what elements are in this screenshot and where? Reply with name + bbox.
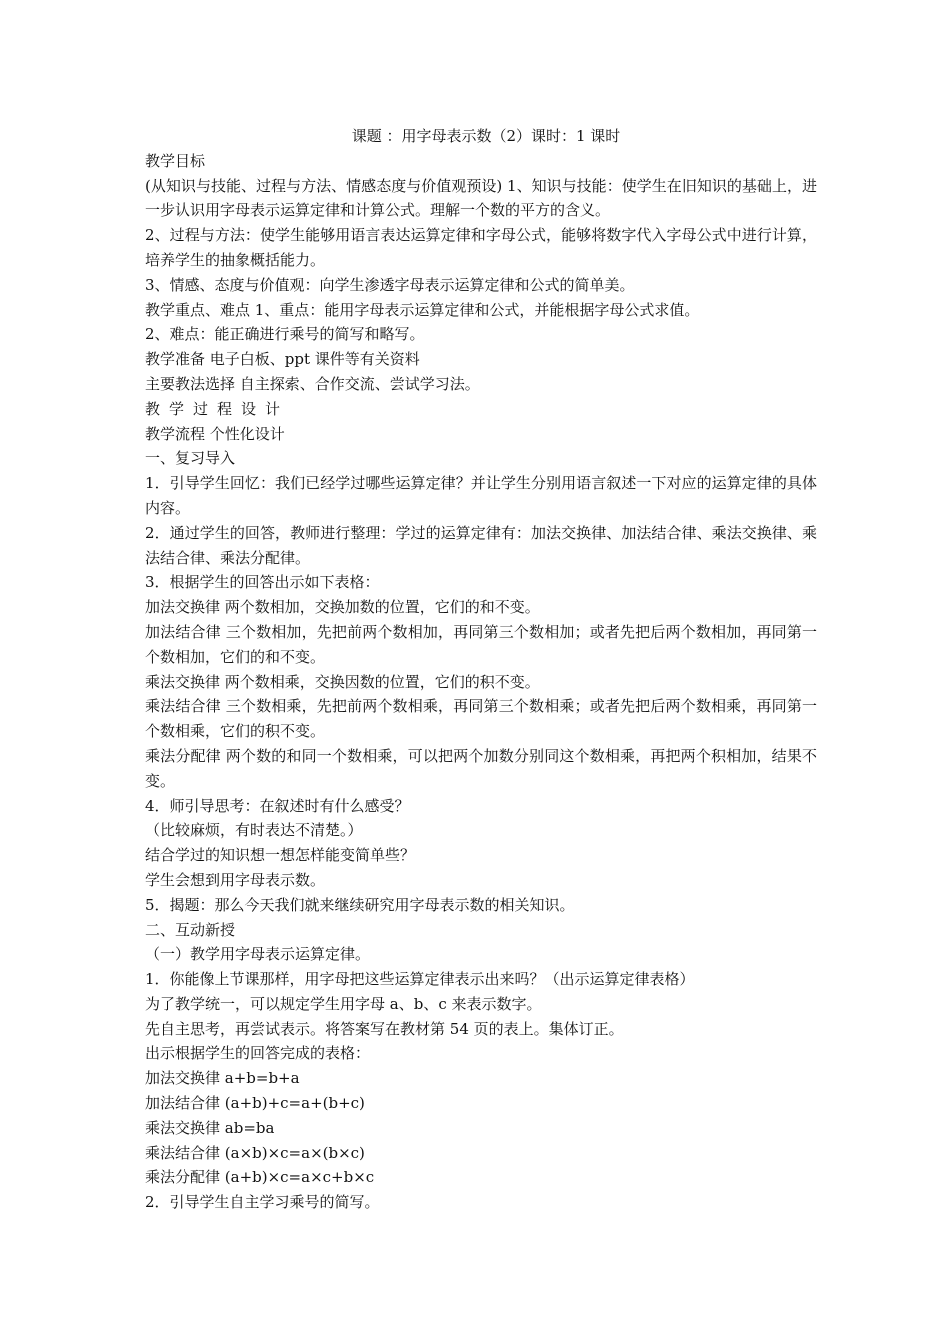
paragraph: 结合学过的知识想一想怎样能变简单些？ <box>145 846 416 865</box>
paragraph: 出示根据学生的回答完成的表格： <box>145 1044 371 1063</box>
paragraph: 1．引导学生回忆：我们已经学过哪些运算定律？并让学生分别用语言叙述一下对应的运算定律的具体内容。 <box>145 474 817 517</box>
paragraph: 加法结合律 三个数相加，先把前两个数相加，再同第三个数相加；或者先把后两个数相加，再同第一个数相加，它们的和不变。 <box>145 622 817 666</box>
paragraph: 2．引导学生自主学习乘号的简写。 <box>145 1193 380 1212</box>
section-heading: 教学过程设计 <box>145 399 290 418</box>
paragraph: 加法交换律 两个数相加，交换加数的位置，它们的和不变。 <box>145 598 540 617</box>
paragraph: 乘法交换律 两个数相乘，交换因数的位置，它们的积不变。 <box>145 672 540 691</box>
paragraph: 4．师引导思考：在叙述时有什么感受？ <box>145 796 410 815</box>
paragraph: 教学流程 个性化设计 <box>145 424 285 443</box>
paragraph: 学生会想到用字母表示数。 <box>145 870 326 889</box>
formula-line: 加法交换律 a+b=b+a <box>145 1069 300 1088</box>
paragraph: 2、过程与方法：使学生能够用语言表达运算定律和字母公式，能够将数字代入字母公式中进行计算，培养学生的抽象概括能力。 <box>145 226 817 269</box>
paragraph: 乘法结合律 三个数相乘，先把前两个数相乘，再同第三个数相乘；或者先把后两个数相乘，再同第一个数相乘，它们的积不变。 <box>145 697 817 741</box>
paragraph: (从知识与技能、过程与方法、情感态度与价值观预设) 1、知识与技能：使学生在旧知识的基础上，进一步认识用字母表示运算定律和计算公式。理解一个数的平方的含义。 <box>145 176 817 220</box>
paragraph: 5．揭题：那么今天我们就来继续研究用字母表示数的相关知识。 <box>145 895 575 914</box>
paragraph: 教学准备 电子白板、ppt 课件等有关资料 <box>145 350 420 369</box>
paragraph: （比较麻烦，有时表达不清楚。） <box>145 821 363 840</box>
formula-line: 乘法分配律 (a+b)×c=a×c+b×c <box>145 1168 375 1187</box>
formula-line: 乘法结合律 (a×b)×c=a×(b×c) <box>145 1143 365 1162</box>
paragraph: 2．通过学生的回答，教师进行整理：学过的运算定律有：加法交换律、加法结合律、乘法交换律、乘法结合律、乘法分配律。 <box>145 523 817 567</box>
document-title: 课题 ：用字母表示数（2）课时：1 课时 <box>351 127 621 145</box>
section-heading: 一、复习导入 <box>145 449 236 468</box>
formula-line: 乘法交换律 ab=ba <box>145 1118 275 1137</box>
paragraph: 2、难点：能正确进行乘号的简写和略写。 <box>145 325 425 344</box>
paragraph: 3、情感、态度与价值观：向学生渗透字母表示运算定律和公式的简单美。 <box>145 275 635 294</box>
section-heading: 二、互动新授 <box>145 920 236 939</box>
document-body <box>145 124 817 1215</box>
paragraph: 教学重点、难点 1、重点：能用字母表示运算定律和公式，并能根据字母公式求值。 <box>145 300 700 319</box>
paragraph: （一）教学用字母表示运算定律。 <box>145 945 371 964</box>
paragraph: 3．根据学生的回答出示如下表格： <box>145 573 380 592</box>
paragraph: 教学目标 <box>145 151 206 170</box>
paragraph: 先自主思考，再尝试表示。将答案写在教材第 54 页的表上。集体订正。 <box>145 1019 624 1038</box>
paragraph: 主要教法选择 自主探索、合作交流、尝试学习法。 <box>145 374 480 393</box>
paragraph: 为了教学统一，可以规定学生用字母 a、b、c 来表示数字。 <box>145 994 542 1013</box>
formula-line: 加法结合律 (a+b)+c=a+(b+c) <box>145 1094 365 1113</box>
paragraph: 乘法分配律 两个数的和同一个数相乘，可以把两个加数分别同这个数相乘，再把两个积相加，结果不变。 <box>145 746 817 790</box>
paragraph: 1．你能像上节课那样，用字母把这些运算定律表示出来吗？（出示运算定律表格） <box>145 970 695 989</box>
